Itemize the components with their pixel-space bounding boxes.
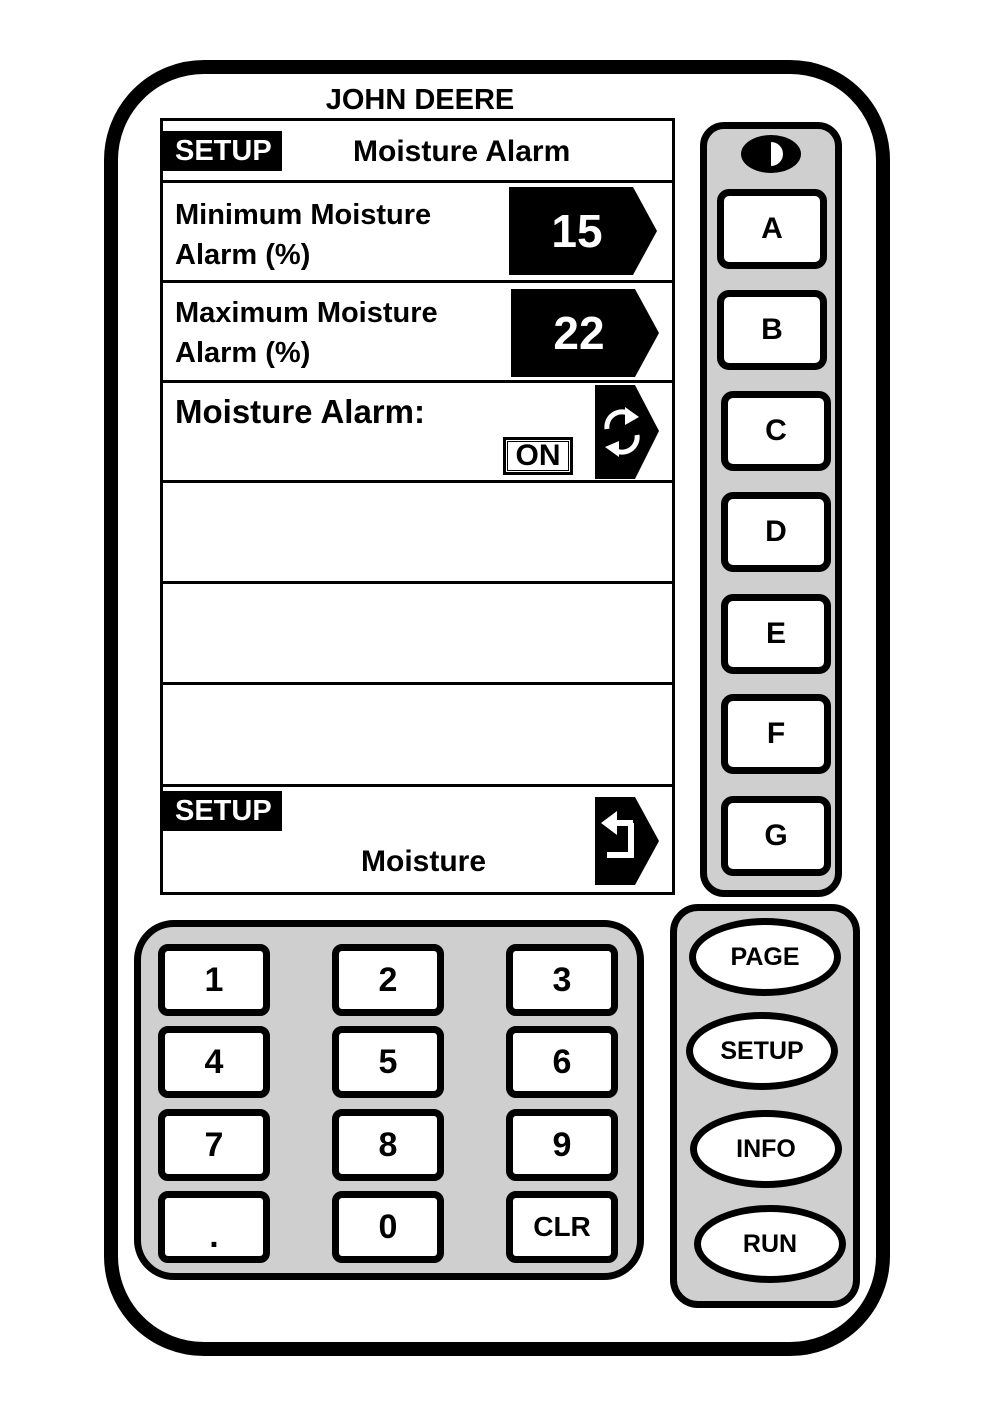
setup-button[interactable]: SETUP	[686, 1012, 838, 1090]
footer-title: Moisture	[361, 845, 487, 878]
page-button[interactable]: PAGE	[689, 918, 841, 996]
soft-key-b[interactable]: B	[717, 290, 827, 370]
empty-row	[163, 483, 672, 584]
maximum-moisture-value: 22	[553, 307, 605, 359]
keypad-key-clr[interactable]: CLR	[506, 1191, 618, 1263]
keypad-key-2[interactable]: 2	[332, 944, 444, 1016]
keypad-key-7[interactable]: 7	[158, 1109, 270, 1181]
setting-label: Alarm (%)	[175, 239, 311, 271]
return-arrow-icon[interactable]	[595, 797, 661, 887]
keypad-key-decimal[interactable]: .	[158, 1191, 270, 1263]
keypad-key-9[interactable]: 9	[506, 1109, 618, 1181]
screen-footer	[163, 787, 672, 892]
setting-label: Maximum Moisture	[175, 297, 438, 329]
keypad-key-6[interactable]: 6	[506, 1026, 618, 1098]
empty-row	[163, 685, 672, 787]
soft-key-g[interactable]: G	[721, 796, 831, 876]
maximum-moisture-value-button[interactable]	[511, 289, 661, 377]
minimum-moisture-value-button[interactable]	[509, 187, 659, 275]
screen-header	[163, 121, 672, 183]
keypad-key-1[interactable]: 1	[158, 944, 270, 1016]
display-screen	[160, 118, 675, 895]
brightness-icon[interactable]	[739, 132, 803, 176]
minimum-moisture-value: 15	[551, 205, 603, 257]
setting-row-maximum-moisture	[163, 283, 672, 383]
brand-logo-text: JOHN DEERE	[325, 84, 515, 116]
moisture-alarm-label: Moisture Alarm:	[175, 393, 425, 430]
soft-key-a[interactable]: A	[717, 189, 827, 269]
keypad-key-3[interactable]: 3	[506, 944, 618, 1016]
footer-setup-tag: SETUP	[163, 791, 282, 831]
empty-row	[163, 584, 672, 685]
cycle-toggle-icon[interactable]	[595, 385, 661, 481]
soft-key-d[interactable]: D	[721, 492, 831, 572]
info-button[interactable]: INFO	[690, 1110, 842, 1188]
soft-key-c[interactable]: C	[721, 391, 831, 471]
soft-key-f[interactable]: F	[721, 694, 831, 774]
keypad-key-0[interactable]: 0	[332, 1191, 444, 1263]
page-title: Moisture Alarm	[353, 135, 571, 168]
alarm-status-badge: ON	[503, 437, 573, 475]
keypad-key-8[interactable]: 8	[332, 1109, 444, 1181]
header-setup-tag: SETUP	[163, 131, 282, 171]
keypad-key-4[interactable]: 4	[158, 1026, 270, 1098]
setting-label: Minimum Moisture	[175, 199, 432, 231]
setting-row-minimum-moisture	[163, 183, 672, 283]
soft-key-e[interactable]: E	[721, 594, 831, 674]
keypad-key-5[interactable]: 5	[332, 1026, 444, 1098]
setting-label: Alarm (%)	[175, 337, 311, 369]
run-button[interactable]: RUN	[694, 1205, 846, 1283]
setting-row-moisture-alarm	[163, 383, 672, 483]
